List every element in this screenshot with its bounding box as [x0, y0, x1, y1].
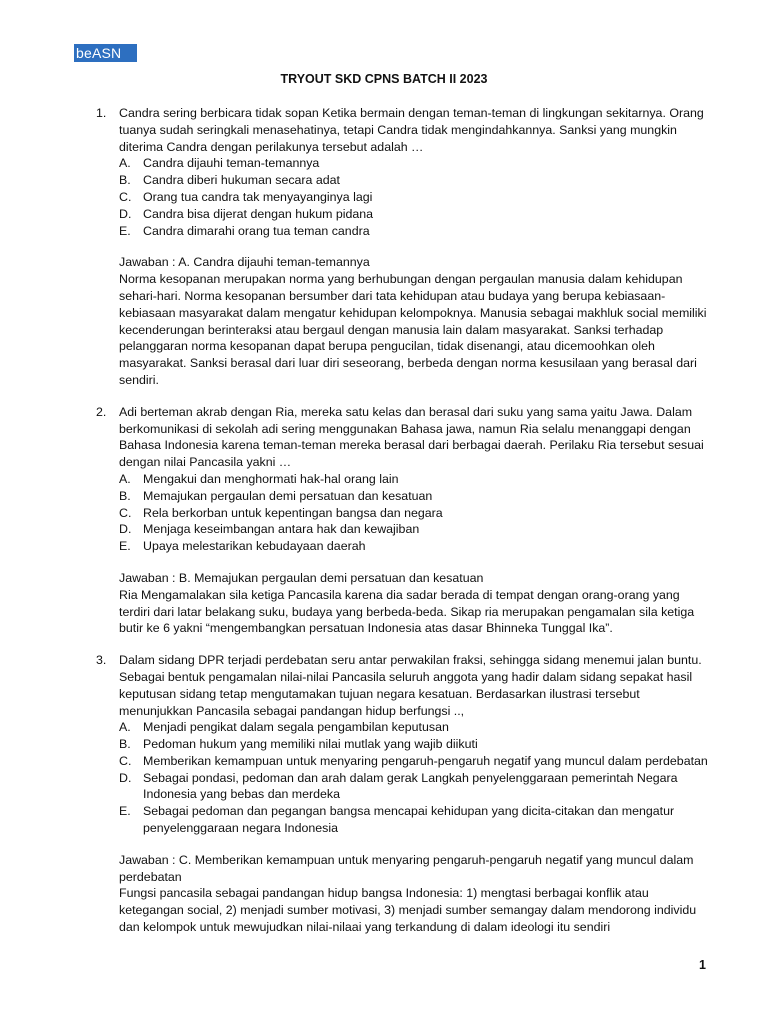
option-b	[119, 736, 708, 753]
option-text: Menjadi pengikat dalam segala pengambilan keputusan	[143, 720, 449, 735]
question-number: 1.	[96, 106, 107, 120]
answer-key: Jawaban : B. Memajukan pergaulan demi persatuan dan kesatuan	[119, 570, 484, 585]
option-text: Candra dimarahi orang tua teman candra	[143, 223, 370, 238]
answer-block	[119, 570, 708, 637]
option-letter: D.	[119, 770, 132, 785]
option-text: Candra bisa dijerat dengan hukum pidana	[143, 206, 374, 221]
question-stem: Adi berteman akrab dengan Ria, mereka satu kelas dan berasal dari suku yang sama yaitu Jawa. Dalam berkomunikasi di sekolah adi sering menggunakan Bahasa jawa, namun Ria selalu menanggapi dengan Bahasa Indonesia karena teman-teman mereka berasal dari berbagai daerah. Perilaku Ria tersebut sesuai dengan nilai Pancasila yakni …	[119, 404, 704, 470]
option-c	[119, 505, 708, 522]
option-e	[119, 803, 708, 837]
option-letter: A.	[119, 156, 131, 171]
option-text: Sebagai pedoman dan pegangan bangsa mencapai kehidupan yang dicita-citakan dan mengatur penyelenggaraan negara Indonesia	[143, 804, 675, 836]
option-d	[119, 521, 708, 538]
option-letter: D.	[119, 522, 132, 537]
option-text: Pedoman hukum yang memiliki nilai mutlak yang wajib diikuti	[143, 737, 478, 752]
option-letter: B.	[119, 488, 131, 503]
answer-explanation: Ria Mengamalakan sila ketiga Pancasila karena dia sadar berada di tempat dengan orang-orang yang terdiri dari latar belakang suku, budaya yang berbeda-beda. Sikap ria merupakan pengamalan sila ketiga butir ke 6 yakni “mengembangkan persatuan Indonesia atas dasar Bhinneka Tunggal Ika”.	[119, 587, 695, 636]
option-a	[119, 471, 708, 488]
question-number: 3.	[96, 653, 107, 668]
option-letter: A.	[119, 720, 131, 735]
option-b	[119, 172, 708, 189]
option-letter: C.	[119, 753, 132, 768]
question-stem: Dalam sidang DPR terjadi perdebatan seru antar perwakilan fraksi, sehingga sidang menemui jalan buntu. Sebagai bentuk pengamalan nilai-nilai Pancasila seluruh anggota yang hadir dalam sidang sepakat hasil keputusan sidang tetap mengutamakan tujuan negara kesatuan. Berdasarkan ilustrasi tersebut menunjukkan Pancasila sebagai pandangan hidup berfungsi ..,	[119, 653, 702, 718]
beasn-logo: beASN	[74, 44, 137, 62]
option-letter: B.	[119, 173, 131, 188]
option-a	[119, 719, 708, 736]
option-a	[119, 155, 708, 172]
answer-explanation: Fungsi pancasila sebagai pandangan hidup bangsa Indonesia: 1) mengtasi berbagai konflik atau ketegangan social, 2) menjadi sumber motivasi, 3) menjadi sumber semangay dalam mendorong individu dan kelompok untuk mewujudkan nilai-nilaai yang terkandung di dalam ideologi itu sendiri	[119, 886, 697, 935]
option-e	[119, 538, 708, 555]
question-2	[96, 404, 708, 637]
option-letter: C.	[119, 189, 132, 204]
option-text: Sebagai pondasi, pedoman dan arah dalam gerak Langkah penyelenggaraan pemerintah Negara Indonesia yang bebas dan merdeka	[143, 770, 678, 802]
answer-block	[119, 852, 708, 936]
option-letter: E.	[119, 539, 131, 554]
option-d	[119, 206, 708, 223]
option-text: Mengakui dan menghormati hak-hal orang lain	[143, 471, 399, 486]
option-list	[119, 471, 708, 555]
option-e	[119, 223, 708, 240]
option-text: Candra dijauhi teman-temannya	[143, 156, 320, 171]
option-c	[119, 189, 708, 206]
document-body	[96, 105, 708, 951]
option-b	[119, 488, 708, 505]
option-list	[119, 719, 708, 837]
answer-block	[119, 254, 708, 388]
answer-key: Jawaban : A. Candra dijauhi teman-temannya	[119, 255, 370, 270]
option-text: Rela berkorban untuk kepentingan bangsa dan negara	[143, 505, 443, 520]
option-letter: A.	[119, 471, 131, 486]
question-number: 2.	[96, 404, 107, 419]
question-stem: Candra sering berbicara tidak sopan Ketika bermain dengan teman-teman di lingkungan sekitarnya. Orang tuanya sudah seringkali menasehatinya, tetapi Candra tidak mengindahkannya. Sanksi yang mungkin diterima Candra dengan perilakunya tersebut adalah …	[119, 106, 704, 154]
question-1	[96, 105, 708, 389]
page-number: 1	[699, 958, 706, 972]
option-list	[119, 155, 708, 239]
option-letter: D.	[119, 206, 132, 221]
option-letter: B.	[119, 737, 131, 752]
option-d	[119, 770, 708, 804]
option-letter: E.	[119, 804, 131, 819]
option-text: Menjaga keseimbangan antara hak dan kewajiban	[143, 522, 420, 537]
option-text: Candra diberi hukuman secara adat	[143, 173, 340, 188]
answer-key: Jawaban : C. Memberikan kemampuan untuk menyaring pengaruh-pengaruh negatif yang muncul dalam perdebatan	[119, 852, 694, 884]
option-c	[119, 753, 708, 770]
answer-explanation: Norma kesopanan merupakan norma yang berhubungan dengan pergaulan manusia dalam kehidupan sehari-hari. Norma kesopanan bersumber dari tata kehidupan atau budaya yang berupa kebiasaan-kebiasaan masyarakat dalam mengatur kehidupan kelompoknya. Manusia sebagai makhluk social memiliki kecenderungan berinteraksi atau bergaul dengan manusia lain dalam masyarakat. Sanksi terhadap pelanggaran norma kesopanan dapat berupa pengucilan, tidak disenangi, atau dicemoohkan oleh masyarakat. Sanksi berasal dari luar diri seseorang, berbeda dengan norma kesusilaan yang berasal dari sendiri.	[119, 272, 707, 387]
document-title: TRYOUT SKD CPNS BATCH II 2023	[280, 72, 488, 86]
option-text: Upaya melestarikan kebudayaan daerah	[143, 539, 366, 554]
option-text: Memajukan pergaulan demi persatuan dan kesatuan	[143, 488, 433, 503]
option-text: Orang tua candra tak menyayanginya lagi	[143, 189, 373, 204]
option-letter: E.	[119, 223, 131, 238]
option-text: Memberikan kemampuan untuk menyaring pengaruh-pengaruh negatif yang muncul dalam perdebatan	[143, 753, 708, 768]
option-letter: C.	[119, 505, 132, 520]
question-3	[96, 652, 708, 936]
